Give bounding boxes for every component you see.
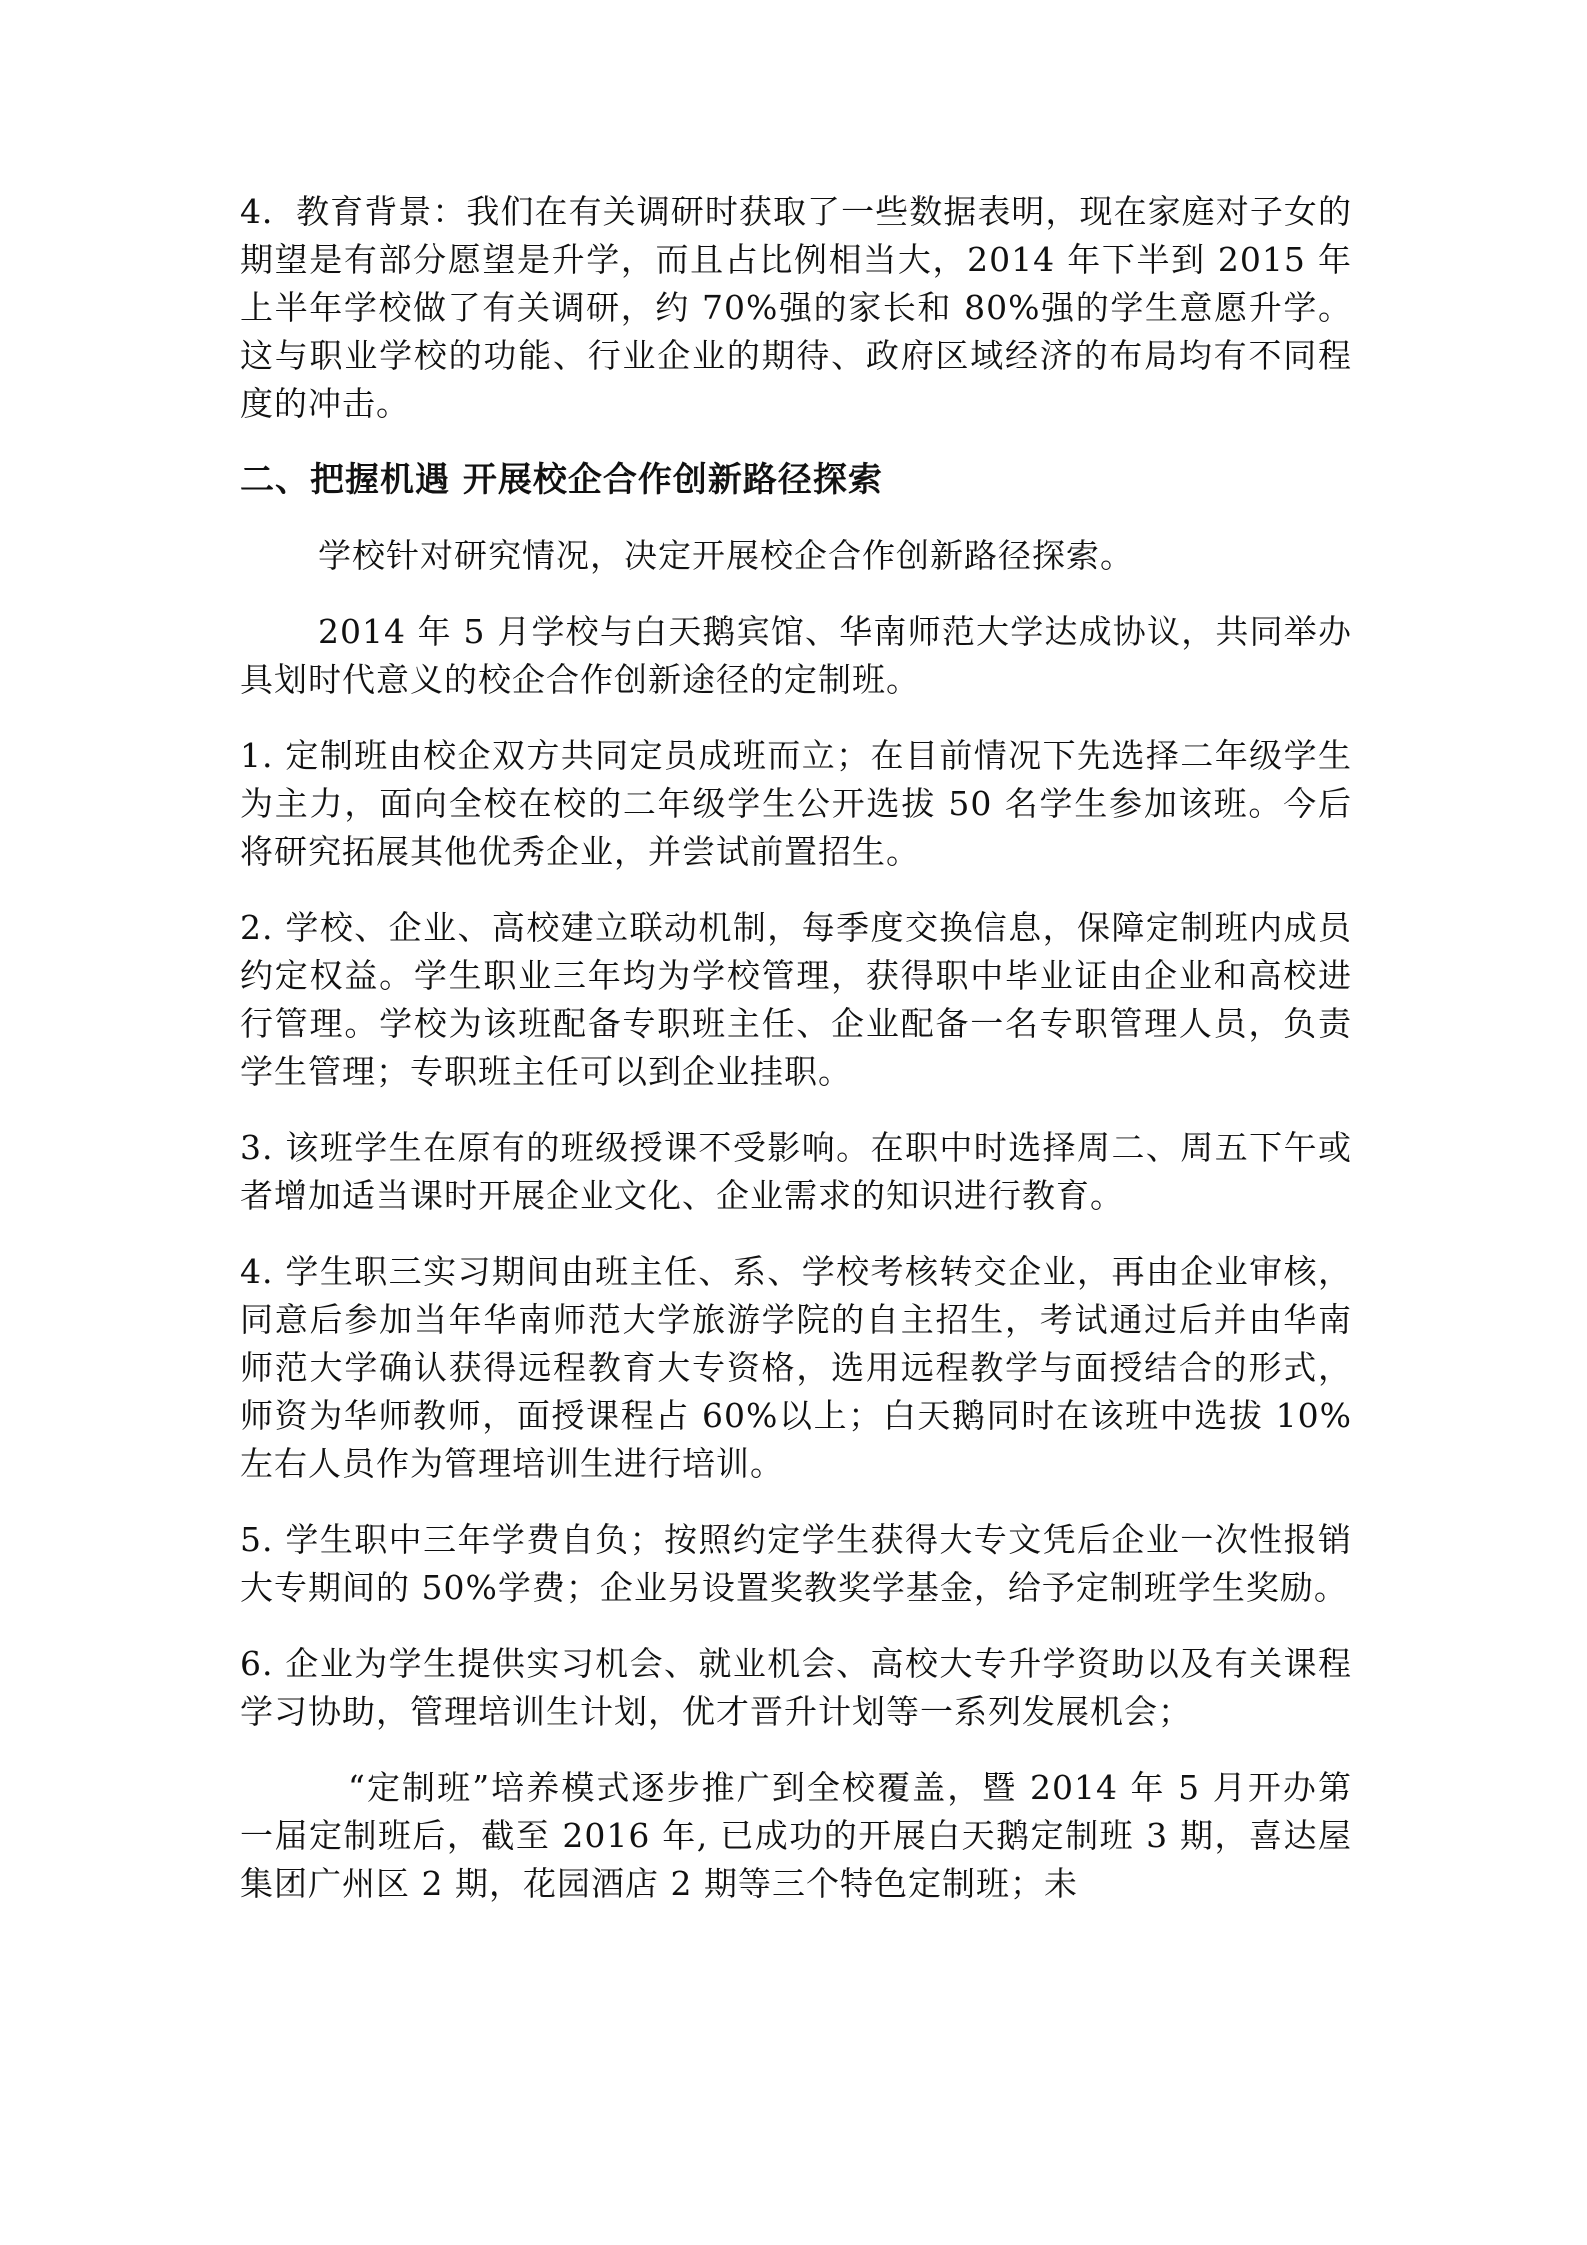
document-body [240,188,1352,1936]
list-item-2: 2. 学校、企业、高校建立联动机制，每季度交换信息，保障定制班内成员约定权益。学生职业三年均为学校管理，获得职中毕业证由企业和高校进行管理。学校为该班配备专职班主任、企业配备一名专职管理人员，负责学生管理；专职班主任可以到企业挂职。 [240,908,1352,1091]
list-item-4: 4. 学生职三实习期间由班主任、系、学校考核转交企业，再由企业审核，同意后参加当年华南师范大学旅游学院的自主招生，考试通过后并由华南师范大学确认获得远程教育大专资格，选用远程教学与面授结合的形式，师资为华师教师，面授课程占 60%以上；白天鹅同时在该班中选拔 10%左右人员作为管理培训生进行培训。 [240,1252,1352,1483]
list-item-6: 6. 企业为学生提供实习机会、就业机会、高校大专升学资助以及有关课程学习协助，管理培训生计划，优才晋升计划等一系列发展机会； [240,1644,1352,1731]
section-heading: 二、把握机遇 开展校企合作创新路径探索 [240,460,883,500]
list-item-3: 3. 该班学生在原有的班级授课不受影响。在职中时选择周二、周五下午或者增加适当课时开展企业文化、企业需求的知识进行教育。 [240,1128,1352,1215]
list-item-1: 1. 定制班由校企双方共同定员成班而立；在目前情况下先选择二年级学生为主力，面向全校在校的二年级学生公开选拔 50 名学生参加该班。今后将研究拓展其他优秀企业，并尝试前置招生。 [240,736,1352,871]
paragraph-promotion: “定制班”培养模式逐步推广到全校覆盖，暨 2014 年 5 月开办第一届定制班后，截至 2016 年, 已成功的开展白天鹅定制班 3 期，喜达屋集团广州区 2 期，花园酒店 2 期等三个特色定制班；未 [240,1768,1352,1903]
paragraph-decision: 学校针对研究情况，决定开展校企合作创新路径探索。 [318,536,1134,575]
paragraph-education-background: 4．教育背景：我们在有关调研时获取了一些数据表明，现在家庭对子女的期望是有部分愿望是升学，而且占比例相当大，2014 年下半到 2015 年上半年学校做了有关调研，约 70%强的家长和 80%强的学生意愿升学。这与职业学校的功能、行业企业的期待、政府区域经济的布局均有不同程度的冲击。 [240,192,1352,423]
paragraph-agreement: 2014 年 5 月学校与白天鹅宾馆、华南师范大学达成协议，共同举办具划时代意义的校企合作创新途径的定制班。 [240,612,1352,699]
list-item-5: 5. 学生职中三年学费自负；按照约定学生获得大专文凭后企业一次性报销大专期间的 50%学费；企业另设置奖教奖学基金，给予定制班学生奖励。 [240,1520,1352,1607]
